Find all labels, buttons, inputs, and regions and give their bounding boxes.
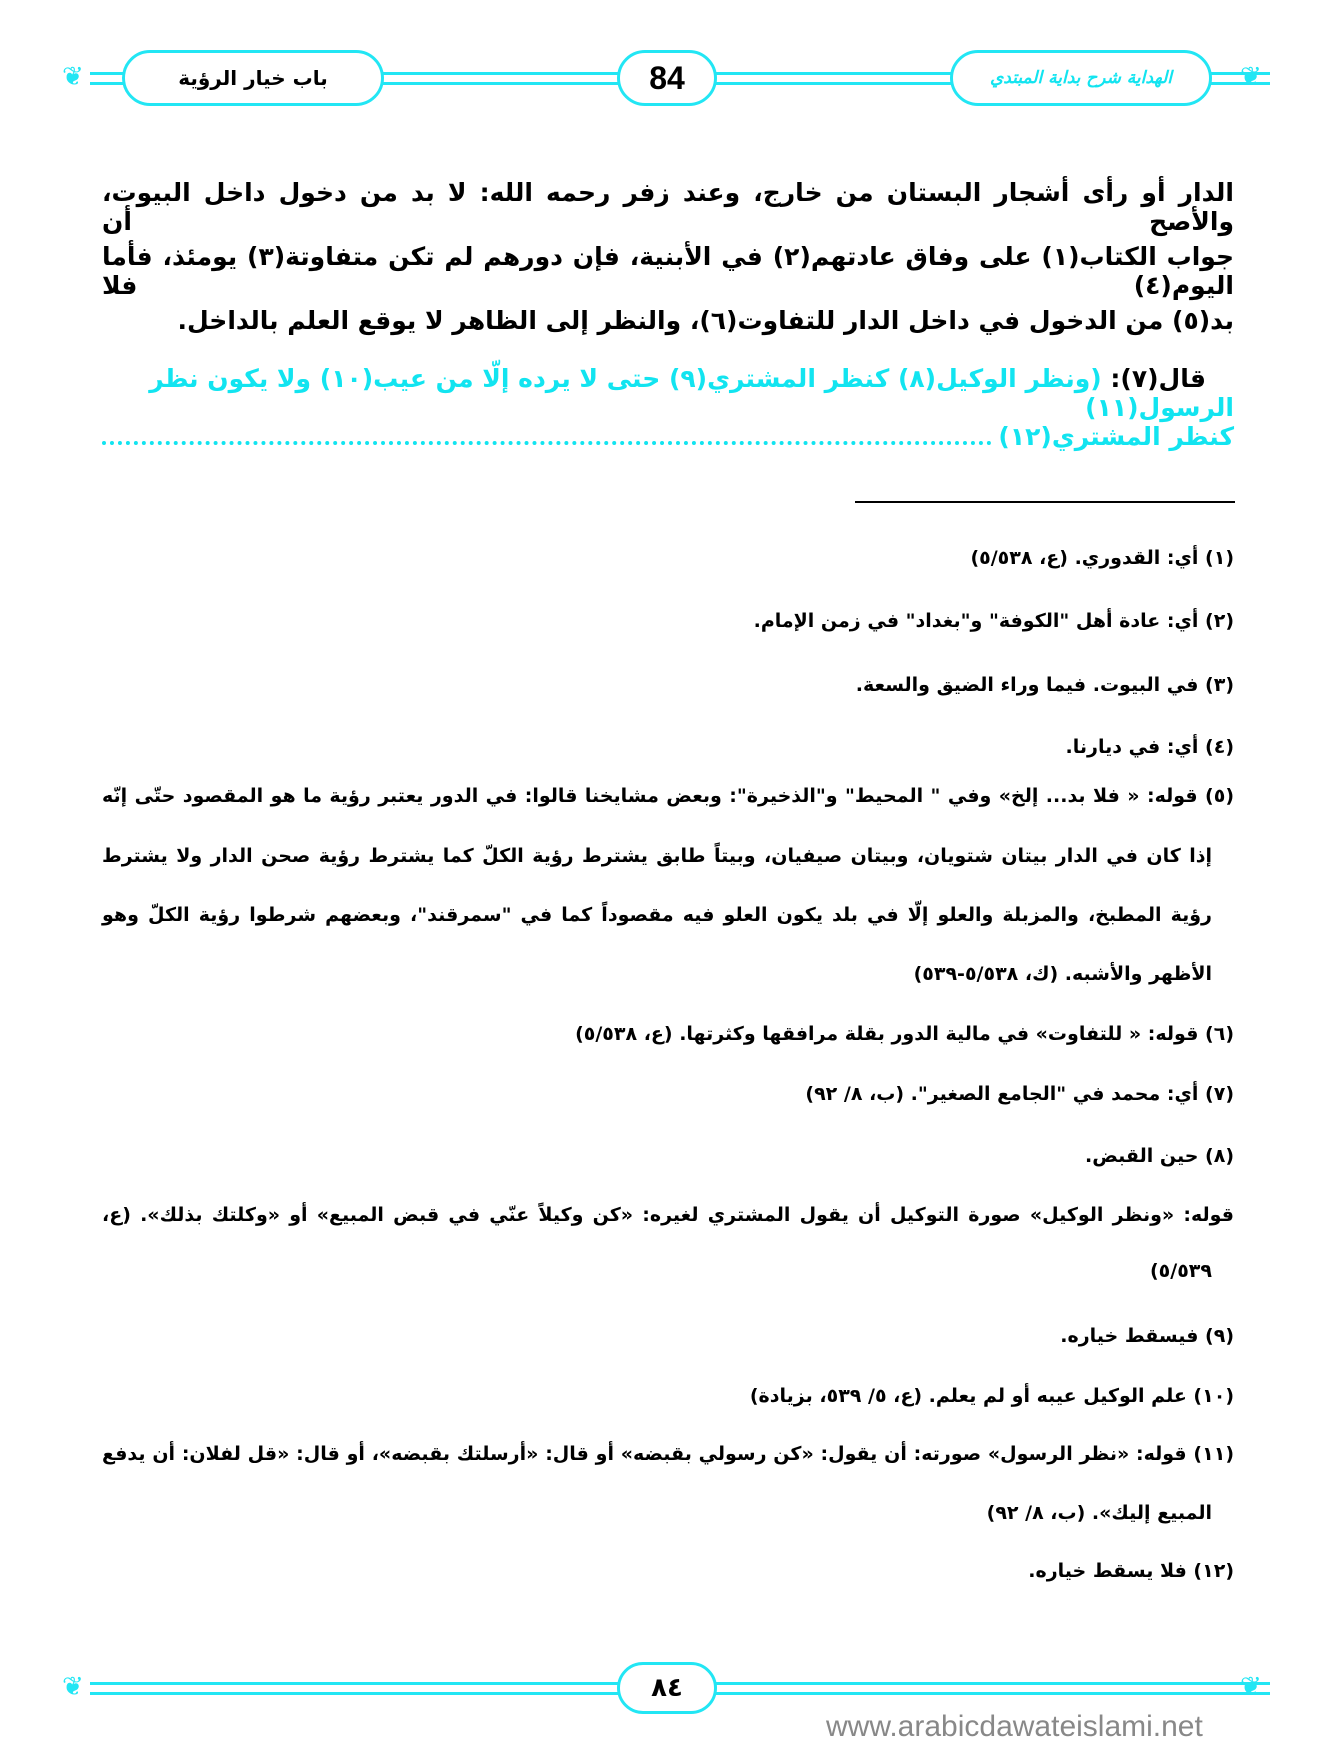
dotted-leader xyxy=(102,440,992,445)
footnote: (٩) فيسقط خياره. xyxy=(1060,1325,1234,1347)
footnote-cont: رؤية المطبخ، والمزبلة والعلو إلّا في بلد يكون العلو فيه مقصوداً كما في "سمرقند"، وبعضهم شرطوا رؤية الكلّ وهو xyxy=(102,904,1212,926)
footnote: (١١) قوله: «نظر الرسول» صورته: أن يقول: «كن رسولي بقبضه» أو قال: «أرسلتك بقبضه»، أو قال: «قل لفلان: أن يدفع xyxy=(102,1443,1234,1465)
footnote-cont: المبيع إليك». (ب، ٨/ ٩٢) xyxy=(986,1502,1212,1524)
matn-line-1 xyxy=(102,364,1234,422)
footnote: (١٠) علم الوكيل عيبه أو لم يعلم. (ع، ٥/ ٥٣٩، بزيادة) xyxy=(749,1385,1234,1407)
page-number: 84 xyxy=(617,50,717,106)
book-title: الهداية شرح بداية المبتدي xyxy=(950,50,1212,106)
footnote-cont: الأظهر والأشبه. (ك، ٥/٥٣٨-٥٣٩) xyxy=(913,963,1212,985)
matn-prefix: قال(٧): xyxy=(1101,364,1206,393)
right-flourish-icon: ❦ xyxy=(1240,1672,1262,1702)
chapter-title: باب خيار الرؤية xyxy=(122,50,384,106)
matn-text: (ونظر الوكيل(٨) كنظر المشتري(٩) حتى لا يرده إلّا من عيب(١٠) ولا يكون نظر الرسول(١١) xyxy=(149,364,1234,422)
website-url[interactable]: www.arabicdawateislami.net xyxy=(826,1710,1203,1743)
left-flourish-icon: ❦ xyxy=(62,62,84,92)
footnote-separator xyxy=(855,501,1235,503)
footnote: (٣) في البيوت. فيما وراء الضيق والسعة. xyxy=(855,674,1234,696)
footnote: (٥) قوله: « فلا بد... إلخ» وفي " المحيط" و"الذخيرة": وبعض مشايخنا قالوا: في الدور يعتبر رؤية ما هو المقصود حتّى إنّه xyxy=(102,785,1234,807)
footnote: (٧) أي: محمد في "الجامع الصغير". (ب، ٨/ ٩٢) xyxy=(805,1083,1234,1105)
footnote: (٢) أي: عادة أهل "الكوفة" و"بغداد" في زمن الإمام. xyxy=(753,610,1234,632)
footnote: (٤) أي: في ديارنا. xyxy=(1065,736,1234,758)
footnote-cont: ٥/٥٣٩) xyxy=(1149,1260,1212,1282)
footnote-cont: إذا كان في الدار بيتان شتويان، وبيتان صيفيان، وبيتاً طابق يشترط رؤية الكلّ كما يشترط رؤية صحن الدار ولا يشترط xyxy=(102,845,1212,867)
body-line-1: الدار أو رأى أشجار البستان من خارج، وعند زفر رحمه الله: لا بد من دخول داخل البيوت، والأصح أن xyxy=(102,178,1234,236)
body-line-3: بد(٥) من الدخول في داخل الدار للتفاوت(٦)، والنظر إلى الظاهر لا يوقع العلم بالداخل. xyxy=(177,306,1234,335)
body-line-2: جواب الكتاب(١) على وفاق عادتهم(٢) في الأبنية، فإن دورهم لم تكن متفاوتة(٣) يومئذ، فأما اليوم(٤) فلا xyxy=(102,242,1234,300)
left-flourish-icon: ❦ xyxy=(62,1672,84,1702)
footnote: (١٢) فلا يسقط خياره. xyxy=(1028,1560,1234,1582)
right-flourish-icon: ❦ xyxy=(1240,62,1262,92)
footnote: قوله: «ونظر الوكيل» صورة التوكيل أن يقول المشتري لغيره: «كن وكيلاً عنّي في قبض المبيع» أو «وكلتك بذلك». (ع، xyxy=(102,1204,1234,1226)
matn-line-2 xyxy=(102,422,1234,451)
footnote: (٦) قوله: « للتفاوت» في مالية الدور بقلة مرافقها وكثرتها. (ع، ٥/٥٣٨) xyxy=(575,1023,1234,1045)
matn-text-2: كنظر المشتري(١٢) xyxy=(998,422,1234,451)
footnote: (١) أي: القدوري. (ع، ٥/٥٣٨) xyxy=(970,547,1234,569)
footnote: (٨) حين القبض. xyxy=(1085,1145,1234,1167)
footer-page-number: ٨٤ xyxy=(617,1662,717,1714)
